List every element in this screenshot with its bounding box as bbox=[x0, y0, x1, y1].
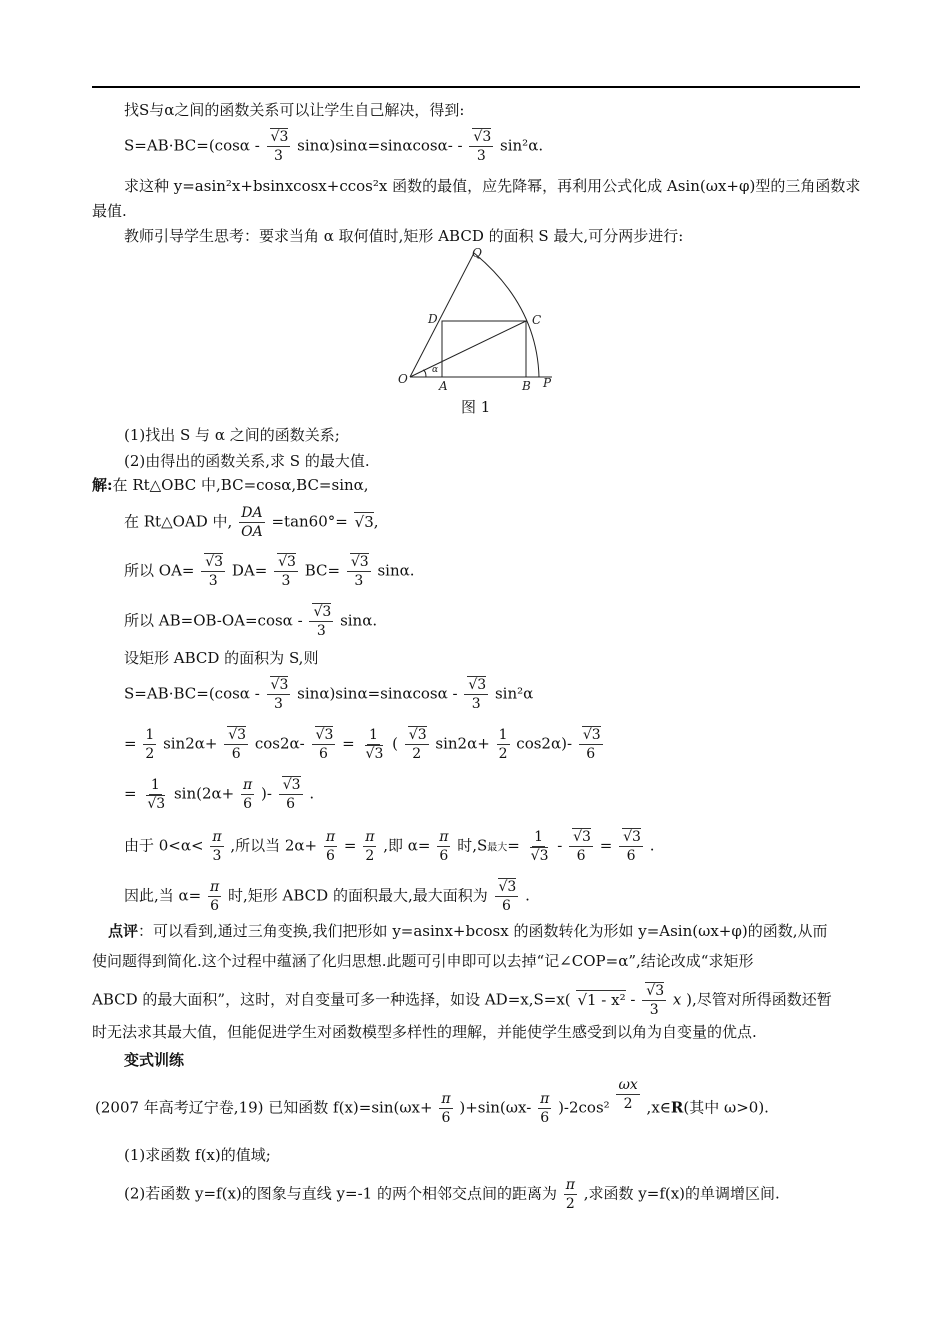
label-alpha: α bbox=[432, 365, 439, 375]
label-c: C bbox=[532, 313, 542, 327]
text-line: 找S与α之间的函数关系可以让学生自己解决，得到: bbox=[124, 101, 465, 119]
formula-line: 由于 0<α< $\frac{\pi}{3}$ ,所以当 2α+ $\frac{\pi}{6}$ = $\frac{\pi}{2}$ ,即 α= $\frac{\pi}{6}$ 时,S最大= 1 √ 3 - √ $\frac{3}{6}$ = √ $\frac{3}{6}$ . bbox=[124, 828, 655, 865]
label-o: O bbox=[398, 372, 408, 386]
formula-line: 在 Rt△OAD 中, $\frac{DA}{OA}$ =tan60°= √ 3, bbox=[124, 504, 379, 541]
comment-line: 时无法求其最大值，但能促进学生对函数模型多样性的理解，并能使学生感受到以角为自变量的优点. bbox=[92, 1023, 757, 1041]
section-title: 变式训练 bbox=[124, 1051, 185, 1069]
arc-qp bbox=[474, 253, 542, 377]
comment-line: 使问题得到简化.这个过程中蕴涵了化归思想.此题可引申即可以去掉“记∠COP=α”,结论改成“求矩形 bbox=[92, 952, 754, 970]
solution-line: 解:在 Rt△OBC 中,BC=cosα,BC=sinα, bbox=[92, 476, 369, 494]
line-oc bbox=[410, 321, 526, 377]
geometry-figure bbox=[392, 245, 562, 395]
formula-line: 所以 AB=OB-OA=cosα - √ $\frac{3}{3}$ sinα. bbox=[124, 603, 377, 640]
formula-line: 因此,当 α= $\frac{\pi}{6}$ 时,矩形 ABCD 的面积最大,最大面积为 √ $\frac{3}{6}$ . bbox=[124, 878, 530, 915]
label-b: B bbox=[522, 379, 531, 393]
comment-line: ABCD 的最大面积”，这时，对自变量可多一种选择，如设 AD=x,S=x( √ 1 - x² - √ $\frac{3}{3}$ x ),尽管对所得函数还暂 bbox=[92, 982, 832, 1019]
label-a: A bbox=[439, 379, 448, 393]
text-line: 求这种 y=asin²x+bsinxcosx+ccos²x 函数的最值，应先降幂，再利用公式化成 Asin(ωx+φ)型的三角函数求 bbox=[124, 177, 861, 195]
formula-line: S=AB·BC=(cosα - √ $\frac{3}{3}$ sinα)sinα=sinαcosα- - √ $\frac{3}{3}$ sin²α. bbox=[124, 128, 543, 165]
text-line: 教师引导学生思考：要求当角 α 取何值时,矩形 ABCD 的面积 S 最大,可分两步进行: bbox=[124, 227, 684, 245]
formula-line: 所以 OA= √ $\frac{3}{3}$ DA= √ $\frac{3}{3}$ BC= √ $\frac{3}{3}$ sinα. bbox=[124, 553, 415, 590]
label-q: Q bbox=[472, 246, 482, 260]
figure-caption: 图 1 bbox=[461, 398, 491, 416]
exercise-q2: (2)若函数 y=f(x)的图象与直线 y=-1 的两个相邻交点间的距离为 $\frac{\pi}{2}$ ,求函数 y=f(x)的单调增区间. bbox=[124, 1177, 780, 1212]
label-p: P bbox=[543, 376, 552, 390]
formula-line: = $\frac{1}{2}$ sin2α+ √ $\frac{3}{6}$ cos2α- √ $\frac{3}{6}$ = 1 √ 3 ( √ $\frac{3}{2}$ sin2α+ $\frac{1}{2}$ cos2α)- √ $\frac{3}{6}$ bbox=[124, 726, 605, 763]
text-line: 最值. bbox=[92, 202, 127, 220]
text-line: 设矩形 ABCD 的面积为 S,则 bbox=[124, 649, 319, 667]
comment-line: 点评：可以看到,通过三角变换,我们把形如 y=asinx+bcosx 的函数转化为形如 y=Asin(ωx+φ)的函数,从而 bbox=[108, 922, 828, 940]
rectangle-abcd bbox=[442, 321, 526, 377]
formula-line: S=AB·BC=(cosα - √ $\frac{3}{3}$ sinα)sinα=sinαcosα - √ $\frac{3}{3}$ sin²α bbox=[124, 676, 533, 713]
formula-line: = 1 √ 3 sin(2α+ $\frac{\pi}{6}$ )- √ $\frac{3}{6}$ . bbox=[124, 776, 314, 813]
exercise-q1: (1)求函数 f(x)的值域; bbox=[124, 1146, 271, 1164]
exercise-line: (2007 年高考辽宁卷,19) 已知函数 f(x)=sin(ωx+ $\frac{\pi}{6}$ )+sin(ωx- $\frac{\pi}{6}$ )-2cos² $\frac{\omega x}{2}$ ,x∈R(其中 ω>0). bbox=[95, 1077, 769, 1126]
label-d: D bbox=[428, 312, 438, 326]
top-rule bbox=[92, 86, 860, 88]
question-2: (2)由得出的函数关系,求 S 的最大值. bbox=[124, 452, 370, 470]
question-1: (1)找出 S 与 α 之间的函数关系; bbox=[124, 426, 340, 444]
